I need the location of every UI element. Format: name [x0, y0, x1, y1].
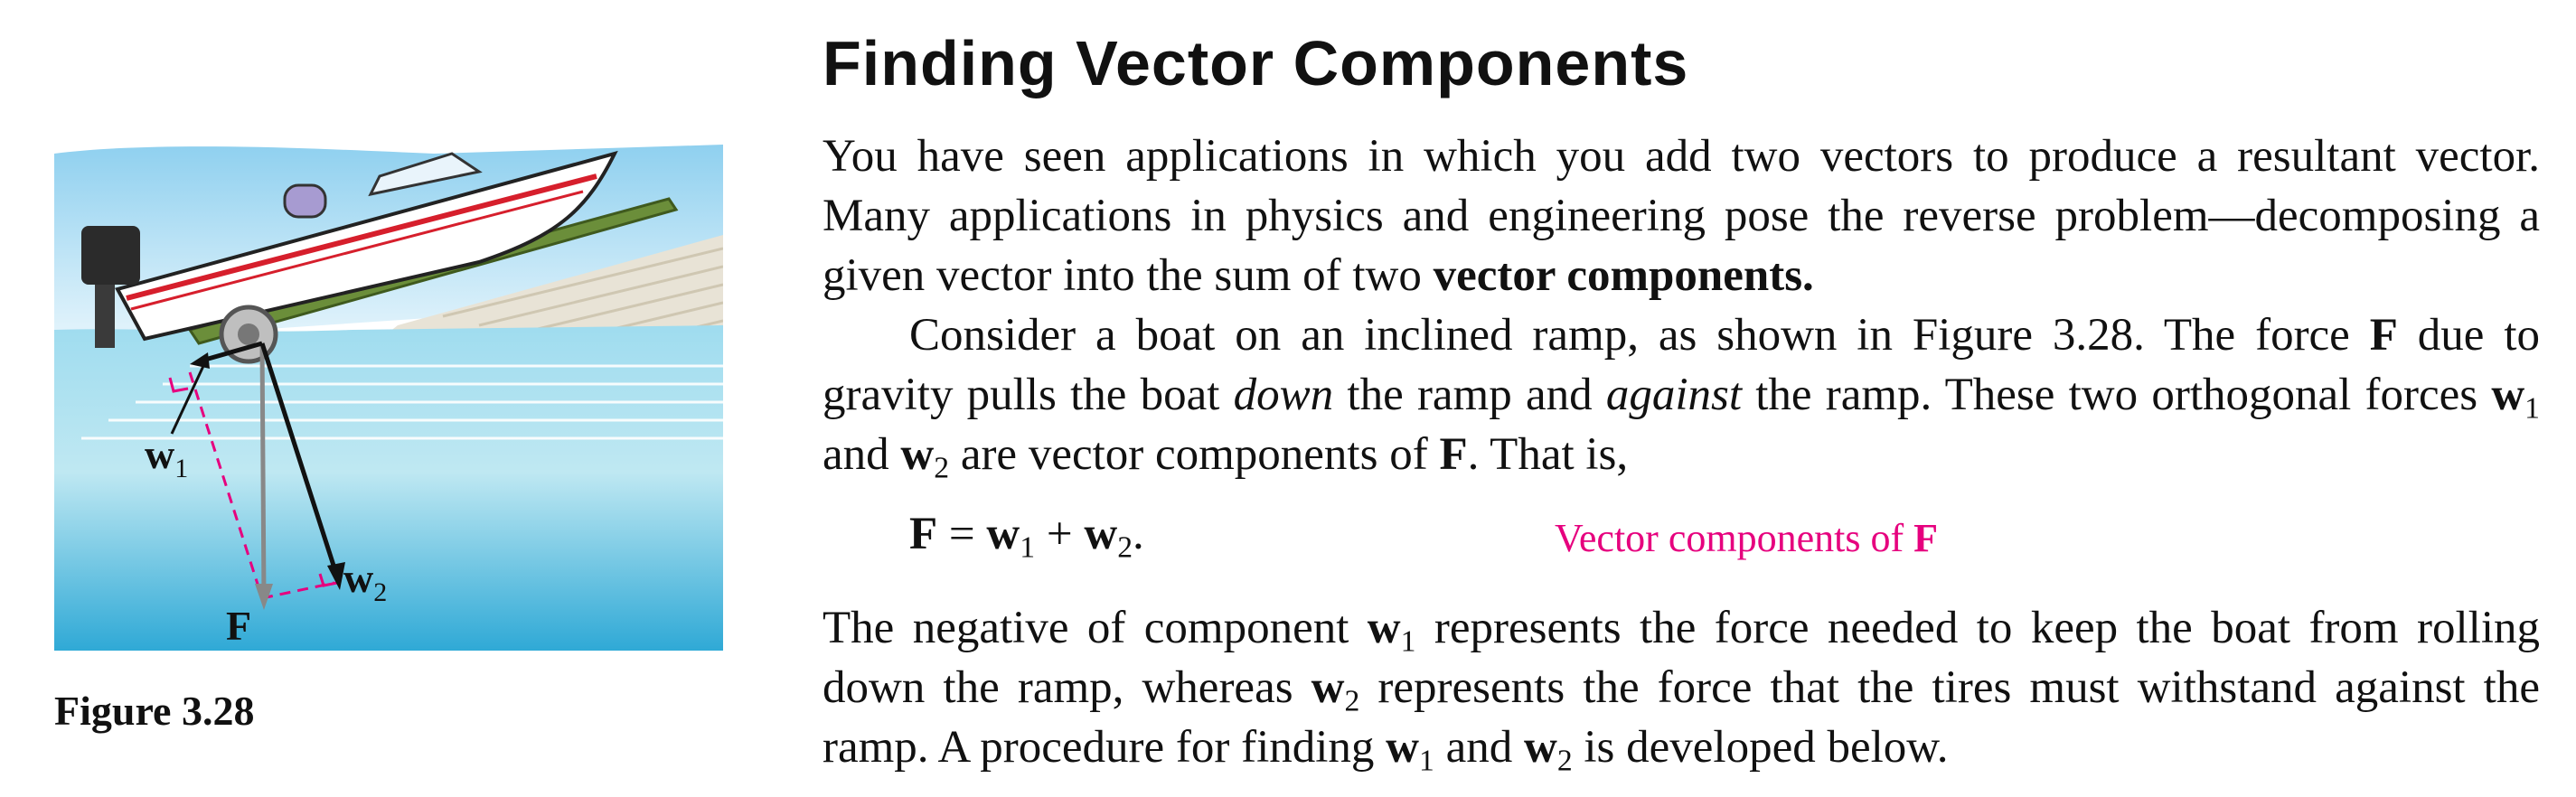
paragraph-intro: You have seen applications in which you add two vectors to produce a resultant vector. Many applications in physics and engineering pose the reverse problem—decomposing a given vector into the sum of two vector components. — [823, 131, 2540, 301]
label-w2: $w_2$ — [343, 555, 388, 607]
paragraph-boat-example: Consider a boat on an inclined ramp, as shown in Figure 3.28. The force F due to gravity pulls the boat down the ramp and against the ramp. These two orthogonal forces $w_1$ and $w_2$ are vector components of F. That is, — [823, 310, 2540, 485]
paragraph-explanation: The negative of component $w_1$ represents the force needed to keep the boat from rolling down the ramp, whereas $w_2$ represents the force that the tires must withstand against the ramp. A procedure for finding $w_1$ and $w_2$ is developed below. — [823, 603, 2540, 778]
water — [54, 325, 723, 651]
figure-caption: Figure 3.28 — [54, 688, 255, 734]
equation: $F = w_1 + w_2$. — [909, 509, 1144, 565]
section-title: Finding Vector Components — [823, 28, 1689, 98]
boat-illustration — [54, 136, 723, 651]
boat-figure — [54, 136, 723, 651]
label-f: F — [226, 603, 252, 649]
outboard-motor — [81, 226, 140, 285]
vector-f — [262, 343, 264, 598]
equation-row — [823, 495, 2540, 589]
label-w1: $w_1$ — [145, 431, 189, 483]
text-content — [823, 18, 2540, 777]
equation-note: Vector components of F — [1555, 516, 1939, 560]
